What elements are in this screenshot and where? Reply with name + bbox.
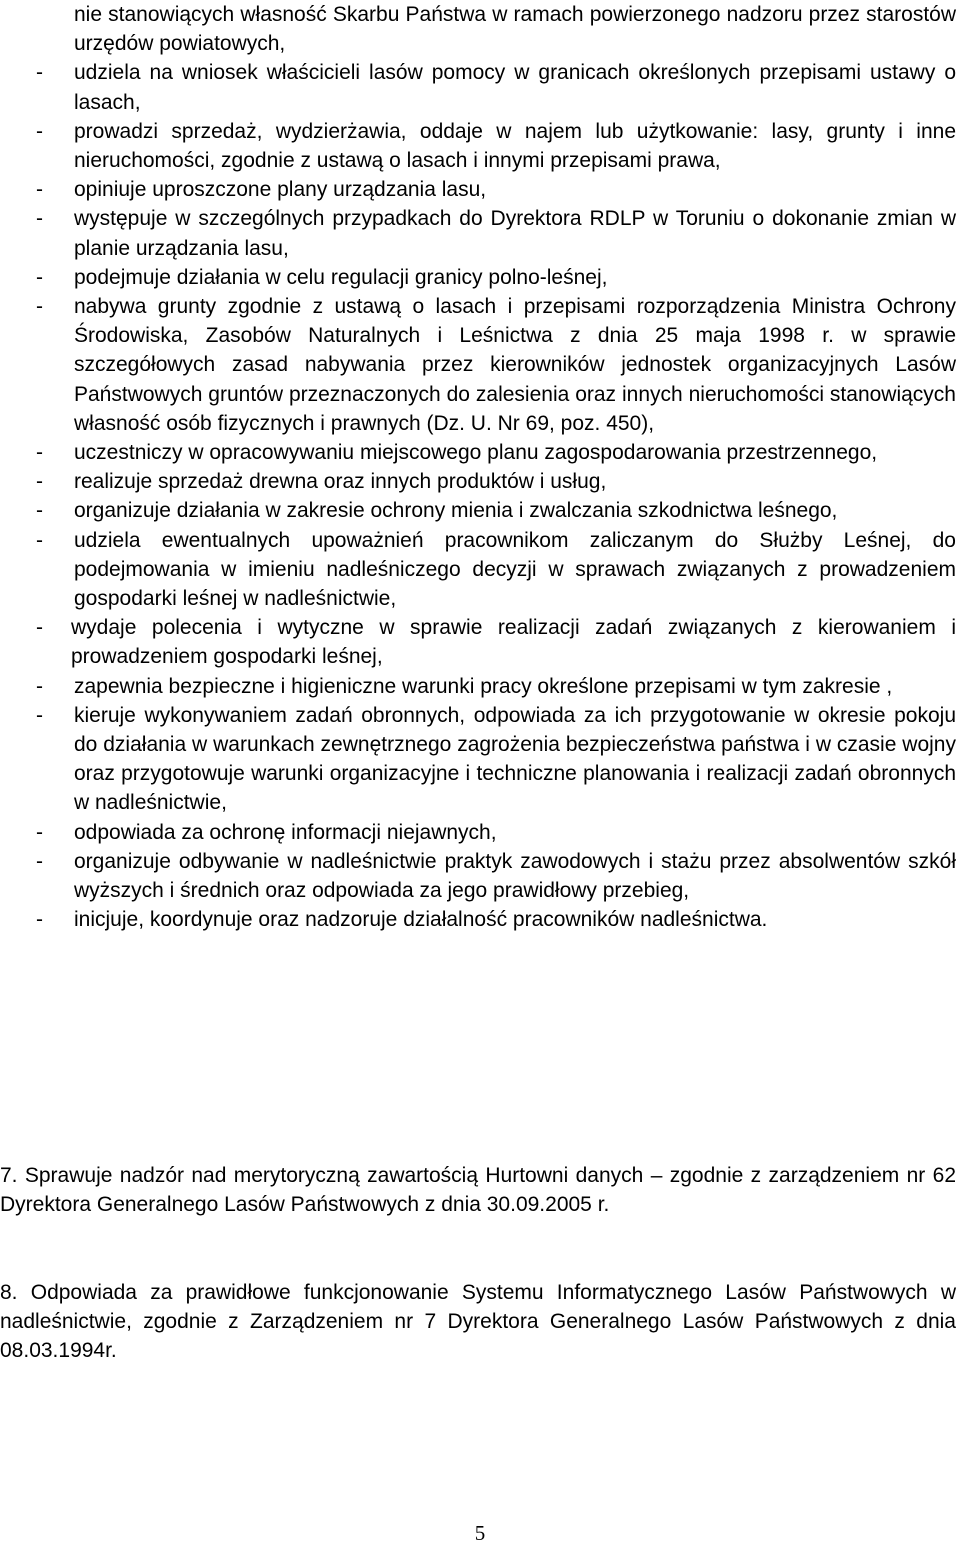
list-dash: - <box>36 820 43 844</box>
list-item <box>0 467 960 496</box>
list-item <box>0 701 960 818</box>
list-item <box>0 847 960 905</box>
list-item-text: inicjuje, koordynuje oraz nadzoruje działalność pracowników nadleśnictwa. <box>74 908 768 932</box>
list-item <box>0 496 960 525</box>
list-item <box>0 263 960 292</box>
list-dash: - <box>36 528 43 552</box>
list-dash: - <box>36 295 43 319</box>
list-dash: - <box>36 674 43 698</box>
list-item <box>0 526 960 614</box>
list-item-text: organizuje działania w zakresie ochrony mienia i zwalczania szkodnictwa leśnego, <box>74 499 838 523</box>
list-dash: - <box>36 178 43 202</box>
list-item-text: udziela ewentualnych upoważnień pracownikom zaliczanym do Służby Leśnej, do podejmowania w imieniu nadleśniczego decyzji w sprawach związanych z prowadzeniem gospodarki leśnej w nadleśnictwie, <box>74 528 956 611</box>
list-item-text: udziela na wniosek właścicieli lasów pomocy w granicach określonych przepisami ustawy o lasach, <box>74 61 956 114</box>
list-item-text: występuje w szczególnych przypadkach do Dyrektora RDLP w Toruniu o dokonanie zmian w planie urządzania lasu, <box>74 207 956 260</box>
list-item <box>0 117 960 175</box>
list-item-text: nabywa grunty zgodnie z ustawą o lasach i przepisami rozporządzenia Ministra Ochrony Środowiska, Zasobów Naturalnych i Leśnictwa z dnia 25 maja 1998 r. w sprawie szczegółowych zasad nabywania przez kierowników jednostek organizacyjnych Lasów Państwowych gruntów przeznaczonych do zalesienia oraz innych nieruchomości stanowiących własność osób fizycznych i prawnych (Dz. U. Nr 69, poz. 450), <box>74 295 956 435</box>
list-dash: - <box>36 908 43 932</box>
list-item-text: organizuje odbywanie w nadleśnictwie praktyk zawodowych i stażu przez absolwentów szkół wyższych i średnich oraz odpowiada za jego prawidłowy przebieg, <box>74 849 956 903</box>
list-item <box>0 175 960 204</box>
list-item-text: wydaje polecenia i wytyczne w sprawie realizacji zadań związanych z kierowaniem i prowadzeniem gospodarki leśnej, <box>71 616 956 669</box>
list-dash: - <box>36 849 43 873</box>
list-item <box>0 438 960 467</box>
list-item <box>0 58 960 116</box>
list-dash: - <box>36 441 43 465</box>
list-item-text: kieruje wykonywaniem zadań obronnych, odpowiada za ich przygotowanie w okresie pokoju do działania w warunkach zewnętrznego zagrożenia bezpieczeństwa państwa i w czasie wojny oraz przygotowuje warunki organizacyjne i techniczne planowania i realizacji zadań obronnych w nadleśnictwie, <box>74 703 956 815</box>
list-item <box>0 0 960 58</box>
page-number: 5 <box>474 1521 486 1545</box>
paragraph-8: 8. Odpowiada za prawidłowe funkcjonowanie Systemu Informatycznego Lasów Państwowych w nadleśnictwie, zgodnie z Zarządzeniem nr 7 Dyrektora Generalnego Lasów Państwowych z dnia 08.03.1994r. <box>0 1281 956 1363</box>
list-item-text: odpowiada za ochronę informacji niejawnych, <box>74 820 497 844</box>
list-dash: - <box>36 616 43 640</box>
list-item <box>0 818 960 847</box>
list-dash: - <box>36 703 43 727</box>
list-item <box>0 292 960 438</box>
list-dash: - <box>36 61 43 85</box>
list-dash: - <box>36 265 43 289</box>
list-item <box>0 905 960 934</box>
list-item-text: uczestniczy w opracowywaniu miejscowego planu zagospodarowania przestrzennego, <box>74 441 878 465</box>
list-item-text: zapewnia bezpieczne i higieniczne warunki pracy określone przepisami w tym zakresie , <box>74 674 893 698</box>
list-item-text: opiniuje uproszczone plany urządzania lasu, <box>74 178 487 202</box>
paragraph-7: 7. Sprawuje nadzór nad merytoryczną zawartością Hurtowni danych – zgodnie z zarządzeniem nr 62 Dyrektora Generalnego Lasów Państwowych z dnia 30.09.2005 r. <box>0 1164 956 1217</box>
list-dash: - <box>36 499 43 523</box>
list-dash: - <box>36 207 43 231</box>
list-item <box>0 672 960 701</box>
list-dash: - <box>36 119 43 143</box>
list-dash: - <box>36 470 43 494</box>
list-item <box>0 613 960 671</box>
list-item-text: realizuje sprzedaż drewna oraz innych produktów i usług, <box>74 470 607 494</box>
list-item-text: prowadzi sprzedaż, wydzierżawia, oddaje w najem lub użytkowanie: lasy, grunty i inne nieruchomości, zgodnie z ustawą o lasach i innymi przepisami prawa, <box>74 119 956 173</box>
list-item <box>0 204 960 262</box>
list-item-text: podejmuje działania w celu regulacji granicy polno-leśnej, <box>74 265 608 289</box>
list-item-text: nie stanowiących własność Skarbu Państwa w ramach powierzonego nadzoru przez starostów urzędów powiatowych, <box>74 3 956 56</box>
